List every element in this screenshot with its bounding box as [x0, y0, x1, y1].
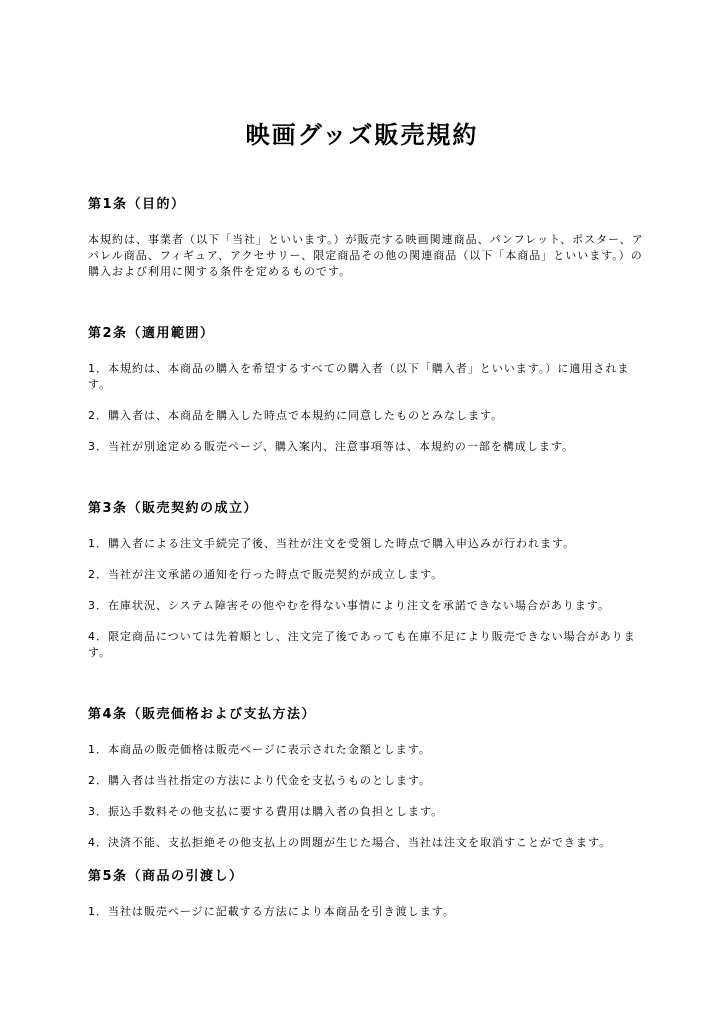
clause-text: 本規約は、本商品の購入を希望するすべての購入者（以下「購入者」といいます。）に適用されます。 — [88, 362, 630, 391]
clause-number: 1． — [88, 905, 108, 918]
article-1 — [88, 195, 644, 280]
article-body — [88, 904, 644, 920]
clause-text: 在庫状況、システム障害その他やむを得ない事情により注文を承諾できない場合があります。 — [108, 599, 611, 612]
clause-number: 3． — [88, 599, 108, 612]
clause-text: 本商品の販売価格は販売ページに表示された金額とします。 — [108, 743, 431, 756]
clause-item — [88, 361, 644, 393]
clause-text: 限定商品については先着順とし、注文完了後であっても在庫不足により販売できない場合があります。 — [88, 630, 636, 659]
clause-item — [88, 567, 644, 583]
article-body — [88, 742, 644, 851]
article-body — [88, 232, 644, 280]
article-3 — [88, 499, 644, 661]
clause-item — [88, 536, 644, 552]
clause-number: 1． — [88, 362, 108, 375]
clause-text: 当社は販売ページに記載する方法により本商品を引き渡します。 — [108, 905, 455, 918]
clause-item — [88, 835, 644, 851]
clause-number: 3． — [88, 440, 108, 453]
clause-item — [88, 773, 644, 789]
article-paragraph: 本規約は、事業者（以下「当社」といいます。）が販売する映画関連商品、パンフレット、ポスター、アパレル商品、フィギュア、アクセサリー、限定商品その他の関連商品（以下「本商品」といいます。）の購入および利用に関する条件を定めるものです。 — [88, 233, 644, 278]
clause-item — [88, 439, 644, 455]
document-title: 映画グッズ販売規約 — [245, 121, 479, 149]
clause-text: 当社が注文承諾の通知を行った時点で販売契約が成立します。 — [108, 568, 444, 581]
clause-item — [88, 598, 644, 614]
clause-item — [88, 904, 644, 920]
clause-number: 4． — [88, 836, 108, 849]
article-heading: 第2条（適用範囲） — [88, 326, 215, 341]
clause-number: 1． — [88, 537, 108, 550]
clause-item — [88, 629, 644, 661]
clause-number: 2． — [88, 568, 108, 581]
clause-number: 2． — [88, 409, 108, 422]
article-heading: 第5条（商品の引渡し） — [88, 869, 244, 884]
article-body — [88, 361, 644, 455]
clause-number: 1． — [88, 743, 108, 756]
clause-number: 2． — [88, 774, 108, 787]
clause-text: 購入者による注文手続完了後、当社が注文を受領した時点で購入申込みが行われます。 — [108, 537, 576, 550]
clause-item — [88, 408, 644, 424]
clause-number: 4． — [88, 630, 108, 643]
article-body — [88, 536, 644, 661]
clause-item — [88, 804, 644, 820]
article-heading: 第1条（目的） — [88, 197, 186, 212]
article-2 — [88, 324, 644, 455]
article-5 — [88, 867, 644, 920]
clause-text: 当社が別途定める販売ページ、購入案内、注意事項等は、本規約の一部を構成します。 — [108, 440, 575, 453]
clause-text: 購入者は当社指定の方法により代金を支払うものとします。 — [108, 774, 432, 787]
clause-text: 決済不能、支払拒絶その他支払上の問題が生じた場合、当社は注文を取消すことができます。 — [108, 836, 612, 849]
clause-text: 振込手数料その他支払に要する費用は購入者の負担とします。 — [108, 805, 444, 818]
article-heading: 第3条（販売契約の成立） — [88, 501, 259, 516]
article-4 — [88, 705, 644, 851]
clause-item — [88, 742, 644, 758]
clause-number: 3． — [88, 805, 108, 818]
article-heading: 第4条（販売価格および支払方法） — [88, 707, 317, 722]
clause-text: 購入者は、本商品を購入した時点で本規約に同意したものとみなします。 — [108, 409, 504, 422]
